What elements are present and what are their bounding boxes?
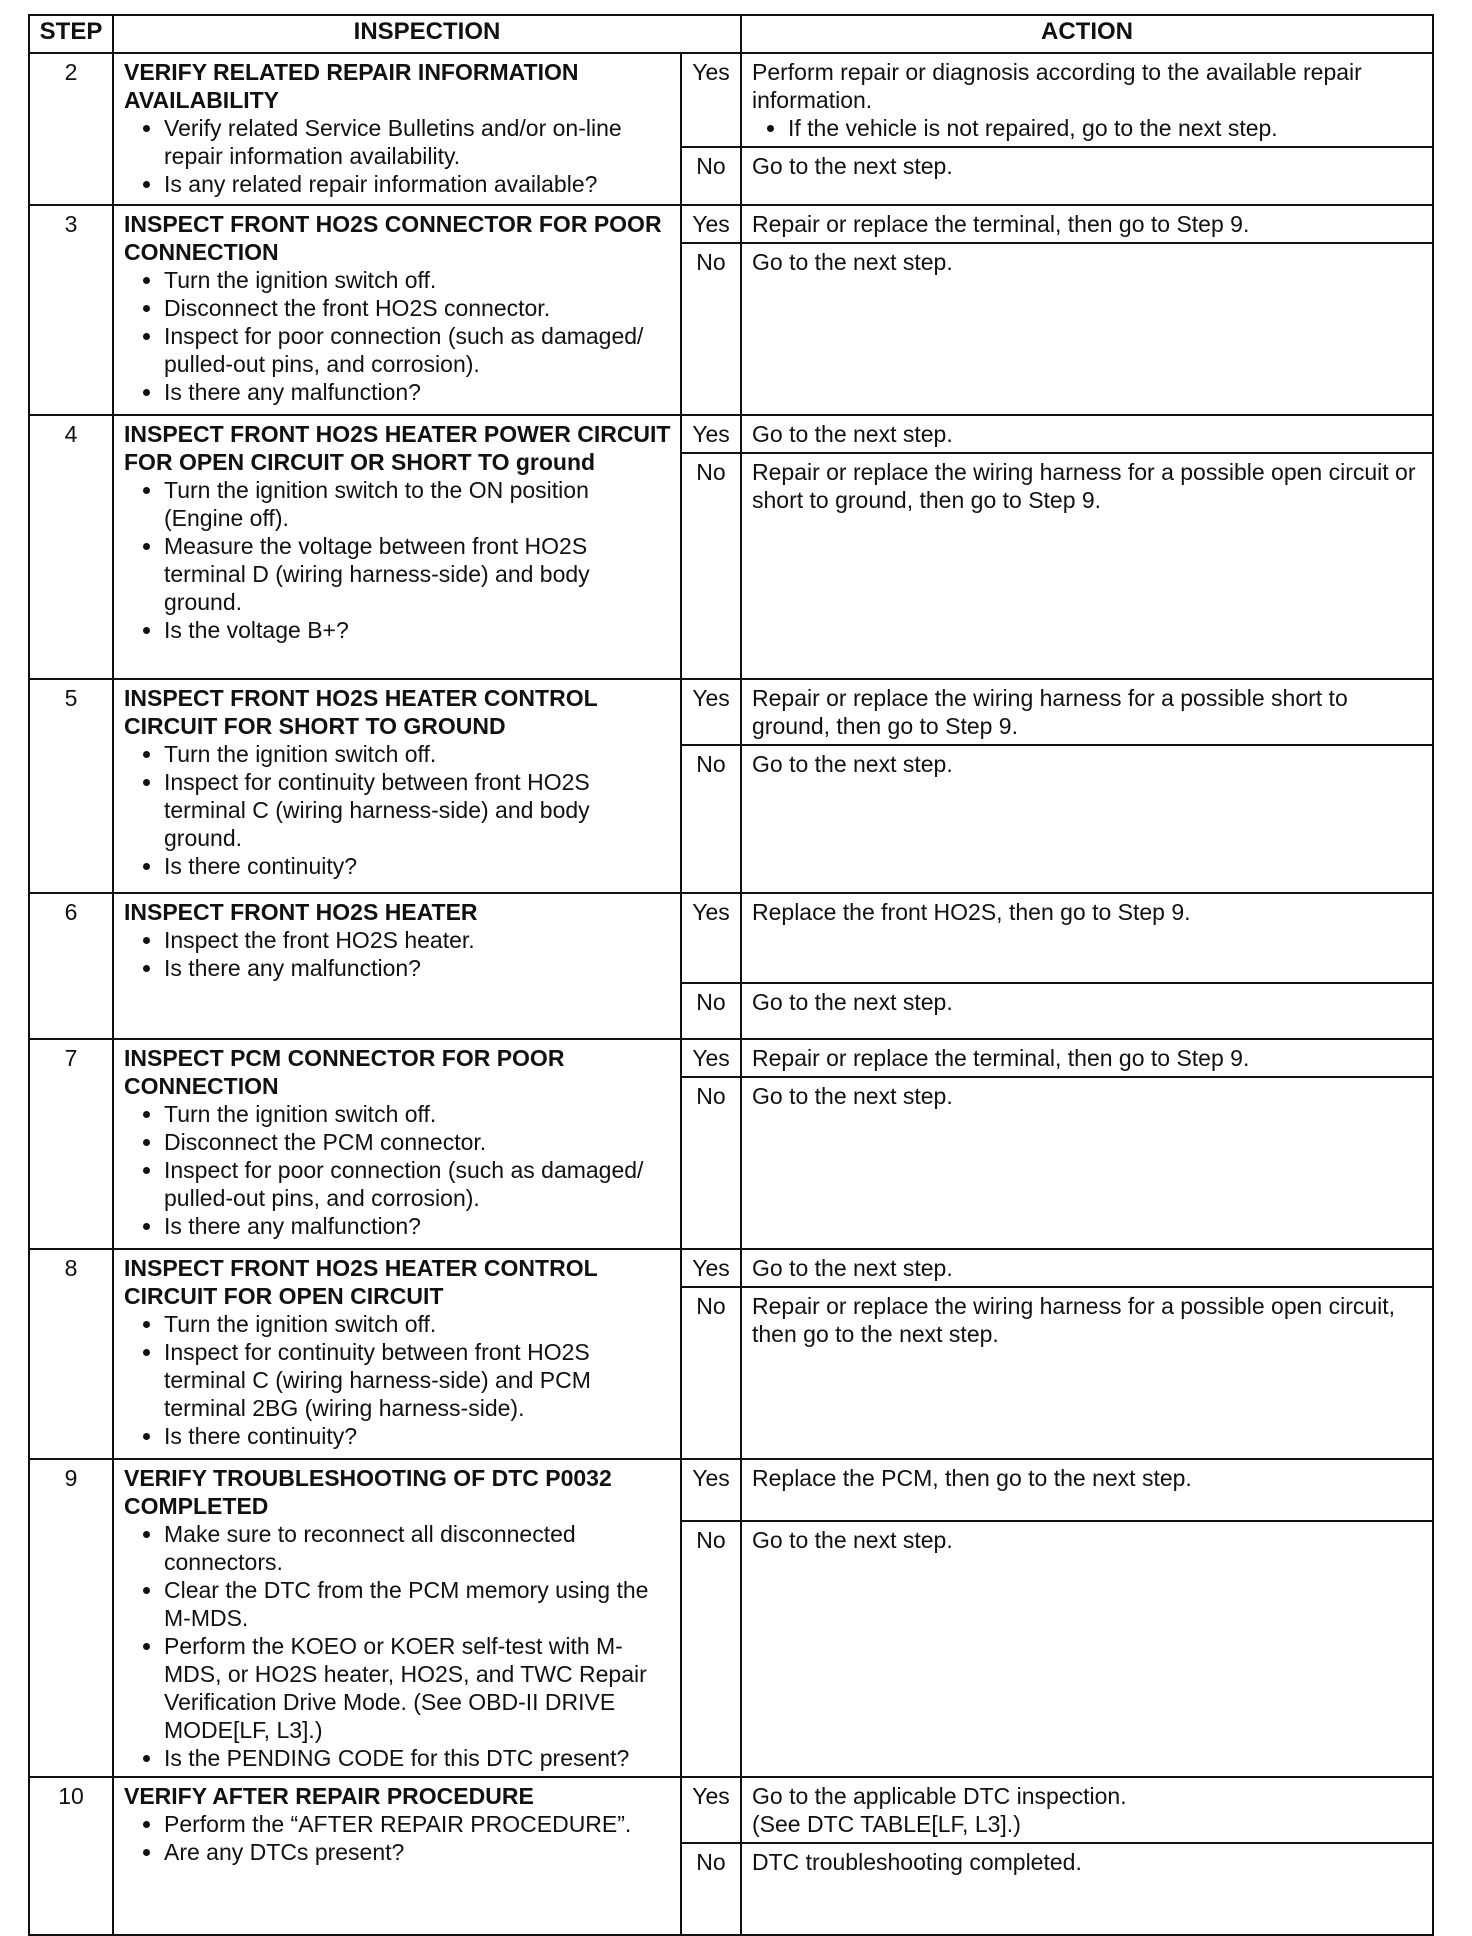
yes-action-text: Repair or replace the wiring harness for a possible short to ground, then go to Step 9. [752,685,1348,739]
yes-action [741,53,1433,147]
inspection-title: VERIFY RELATED REPAIR INFORMATION AVAILABILITY [124,59,579,113]
inspection-bullets [124,740,672,880]
no-action: Go to the next step. [741,1521,1433,1777]
inspection-bullet: • Perform the KOEO or KOER self-test with M-MDS, or HO2S heater, HO2S, and TWC Repair Verification Drive Mode. (See OBD-II DRIVE MODE[LF, L3].) [164,1632,672,1744]
yes-label: Yes [681,205,741,243]
step-number: 9 [29,1459,113,1777]
inspection-cell [113,415,681,679]
inspection-bullet: • Is there any malfunction? [164,954,672,982]
no-label: No [681,1287,741,1459]
yes-action [741,1249,1433,1287]
step-row [29,53,1433,147]
step-row [29,415,1433,453]
step-number: 7 [29,1039,113,1249]
inspection-bullet: • Measure the voltage between front HO2S terminal D (wiring harness-side) and body ground. [164,532,672,616]
inspection-bullets [124,1520,672,1772]
yes-label: Yes [681,1459,741,1521]
inspection-cell [113,1249,681,1459]
no-label: No [681,243,741,415]
yes-label: Yes [681,415,741,453]
inspection-title: VERIFY TROUBLESHOOTING OF DTC P0032 COMPLETED [124,1465,612,1519]
inspection-title: INSPECT PCM CONNECTOR FOR POOR CONNECTION [124,1045,565,1099]
inspection-bullet: • Inspect for continuity between front HO2S terminal C (wiring harness-side) and body ground. [164,768,672,852]
yes-action-bullet: • If the vehicle is not repaired, go to the next step. [788,114,1422,142]
step-number: 10 [29,1777,113,1935]
no-action: DTC troubleshooting completed. [741,1843,1433,1935]
step-number: 3 [29,205,113,415]
yes-action [741,1777,1433,1843]
step-row [29,205,1433,243]
inspection-cell [113,1459,681,1777]
inspection-title: INSPECT FRONT HO2S HEATER CONTROL CIRCUIT FOR SHORT TO GROUND [124,685,598,739]
step-number: 6 [29,893,113,1039]
yes-label: Yes [681,1039,741,1077]
inspection-bullet: • Is there continuity? [164,852,672,880]
inspection-bullet: • Turn the ignition switch to the ON position (Engine off). [164,476,672,532]
inspection-bullet: • Turn the ignition switch off. [164,740,672,768]
inspection-bullet: • Is there any malfunction? [164,1212,672,1240]
inspection-bullet: • Turn the ignition switch off. [164,1100,672,1128]
inspection-bullets [124,1810,672,1866]
inspection-bullets [124,1100,672,1240]
inspection-title: INSPECT FRONT HO2S HEATER CONTROL CIRCUIT FOR OPEN CIRCUIT [124,1255,598,1309]
inspection-bullet: • Turn the ignition switch off. [164,266,672,294]
no-action: Repair or replace the wiring harness for a possible open circuit, then go to the next step. [741,1287,1433,1459]
no-action: Go to the next step. [741,983,1433,1039]
yes-action-text: Repair or replace the terminal, then go to Step 9. [752,1045,1250,1071]
inspection-bullet: • Disconnect the front HO2S connector. [164,294,672,322]
troubleshooting-sheet [28,14,1432,1936]
no-label: No [681,147,741,205]
inspection-title: VERIFY AFTER REPAIR PROCEDURE [124,1783,534,1809]
inspection-cell [113,893,681,1039]
no-action: Go to the next step. [741,243,1433,415]
yes-label: Yes [681,893,741,983]
no-label: No [681,745,741,893]
inspection-bullets [124,114,672,198]
no-label: No [681,983,741,1039]
no-action: Go to the next step. [741,1077,1433,1249]
no-label: No [681,1843,741,1935]
table-body [29,53,1433,1935]
no-action: Go to the next step. [741,745,1433,893]
inspection-cell [113,679,681,893]
yes-action [741,1039,1433,1077]
inspection-bullet: • Inspect for poor connection (such as damaged/ pulled-out pins, and corrosion). [164,1156,672,1212]
inspection-bullet: • Inspect the front HO2S heater. [164,926,672,954]
inspection-bullets [124,926,672,982]
yes-action-text: Go to the applicable DTC inspection. [752,1783,1127,1809]
step-number: 8 [29,1249,113,1459]
inspection-bullet: • Perform the “AFTER REPAIR PROCEDURE”. [164,1810,672,1838]
yes-label: Yes [681,53,741,147]
step-row [29,1249,1433,1287]
step-number: 4 [29,415,113,679]
header-action: ACTION [741,15,1433,53]
inspection-bullet: • Is the PENDING CODE for this DTC present? [164,1744,672,1772]
inspection-bullet: • Verify related Service Bulletins and/or on-line repair information availability. [164,114,672,170]
yes-action-bullets [752,114,1422,142]
yes-action-text: Go to the next step. [752,421,953,447]
yes-label: Yes [681,679,741,745]
inspection-cell [113,53,681,205]
no-label: No [681,453,741,679]
yes-action-text: Perform repair or diagnosis according to the available repair information. [752,59,1362,113]
inspection-bullets [124,266,672,406]
yes-action [741,679,1433,745]
no-action: Go to the next step. [741,147,1433,205]
inspection-bullet: • Is any related repair information available? [164,170,672,198]
yes-action-text: Repair or replace the terminal, then go to Step 9. [752,211,1250,237]
header-inspection: INSPECTION [113,15,741,53]
yes-action-text: Replace the front HO2S, then go to Step 9. [752,899,1191,925]
inspection-title: INSPECT FRONT HO2S HEATER POWER CIRCUIT FOR OPEN CIRCUIT OR SHORT TO ground [124,421,671,475]
step-row [29,679,1433,745]
no-label: No [681,1077,741,1249]
yes-action-text: Go to the next step. [752,1255,953,1281]
step-row [29,1039,1433,1077]
no-action: Repair or replace the wiring harness for a possible open circuit or short to ground, then go to Step 9. [741,453,1433,679]
yes-label: Yes [681,1777,741,1843]
yes-action [741,415,1433,453]
inspection-bullet: • Clear the DTC from the PCM memory using the M-MDS. [164,1576,672,1632]
step-number: 5 [29,679,113,893]
no-label: No [681,1521,741,1777]
header-row [29,15,1433,53]
step-row [29,893,1433,983]
inspection-bullet: • Are any DTCs present? [164,1838,672,1866]
inspection-title: INSPECT FRONT HO2S CONNECTOR FOR POOR CONNECTION [124,211,662,265]
inspection-bullet: • Is there continuity? [164,1422,672,1450]
inspection-bullet: • Turn the ignition switch off. [164,1310,672,1338]
inspection-bullet: • Is there any malfunction? [164,378,672,406]
inspection-title: INSPECT FRONT HO2S HEATER [124,899,478,925]
step-number: 2 [29,53,113,205]
yes-label: Yes [681,1249,741,1287]
yes-action [741,893,1433,983]
inspection-bullets [124,476,672,644]
inspection-bullet: • Inspect for poor connection (such as damaged/ pulled-out pins, and corrosion). [164,322,672,378]
inspection-cell [113,1777,681,1935]
inspection-cell [113,205,681,415]
inspection-cell [113,1039,681,1249]
yes-action [741,1459,1433,1521]
yes-action-text: Replace the PCM, then go to the next step. [752,1465,1192,1491]
troubleshooting-table [28,14,1434,1936]
step-row [29,1459,1433,1521]
step-row [29,1777,1433,1843]
inspection-bullet: • Is the voltage B+? [164,616,672,644]
yes-action [741,205,1433,243]
inspection-bullets [124,1310,672,1450]
inspection-bullet: • Inspect for continuity between front HO2S terminal C (wiring harness-side) and PCM terminal 2BG (wiring harness-side). [164,1338,672,1422]
inspection-bullet: • Make sure to reconnect all disconnected connectors. [164,1520,672,1576]
inspection-bullet: • Disconnect the PCM connector. [164,1128,672,1156]
header-step: STEP [29,15,113,53]
yes-action-reference: (See DTC TABLE[LF, L3].) [752,1811,1021,1837]
